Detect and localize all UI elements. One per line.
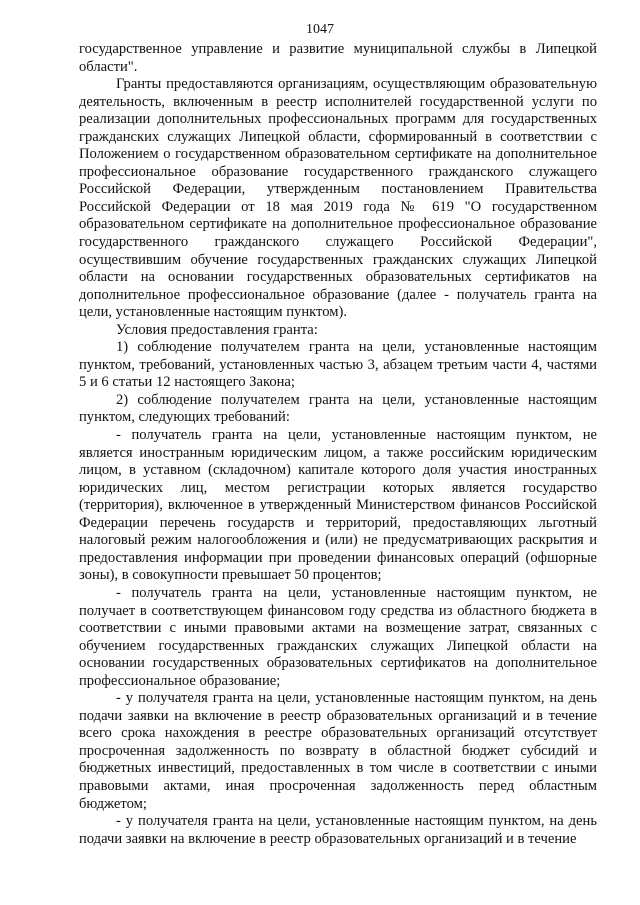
paragraph: государственное управление и развитие муниципальной службы в Липецкой области".	[79, 41, 597, 75]
paragraph: Условия предоставления гранта:	[116, 321, 318, 338]
document-body	[79, 41, 597, 848]
paragraph: - получатель гранта на цели, установленные настоящим пунктом, не является иностранным юридическим лицом, а также российским юридическим лицом, в уставном (складочном) капитале которого доля участия иностранных юридических лиц, местом регистрации которых является государство (территория), включенное в утвержденный Министерством финансов Российской Федерации перечень государств и территорий, предоставляющих льготный налоговый режим налогообложения и (или) не предусматривающих раскрытия и предоставления информации при проведении финансовых операций (офшорные зоны), в совокупности превышает 50 процентов;	[79, 427, 597, 584]
paragraph: - получатель гранта на цели, установленные настоящим пунктом, не получает в соответствующем финансовом году средства из областного бюджета в соответствии с иными правовыми актами на возмещение затрат, связанных с обучением государственных гражданских служащих Липецкой области на основании государственных образовательных сертификатов на дополнительное профессиональное образование;	[79, 584, 597, 689]
paragraph: Гранты предоставляются организациям, осуществляющим образовательную деятельность, включенным в реестр исполнителей государственной услуги по реализации дополнительных профессиональных программ для государственных гражданских служащих Липецкой области, сформированный в соответствии с Положением о государственном образовательном сертификате на дополнительное профессиональное образование государственного гражданского служащего Российской Федерации, утвержденным постановлением Правительства Российской Федерации от 18 мая 2019 года № 619 "О государственном образовательном сертификате на дополнительное профессиональное образование государственного гражданского служащего Российской Федерации", осуществившим обучение государственных гражданских служащих Липецкой области на основании государственных образовательных сертификатов на дополнительное профессиональное образование (далее - получатель гранта на цели, установленные настоящим пунктом).	[79, 76, 597, 321]
paragraph: 1) соблюдение получателем гранта на цели, установленные настоящим пунктом, требований, установленных частью 3, абзацем третьим части 4, частями 5 и 6 статьи 12 настоящего Закона;	[79, 339, 597, 391]
page-number: 1047	[306, 22, 334, 37]
paragraph: - у получателя гранта на цели, установленные настоящим пунктом, на день подачи заявки на включение в реестр образовательных организаций и в течение всего срока нахождения в реестре образовательных организаций отсутствует просроченная задолженность по возврату в областной бюджет субсидий и бюджетных инвестиций, предоставленных в том числе в соответствии с иными правовыми актами, иная просроченная задолженность перед областным бюджетом;	[79, 690, 597, 812]
paragraph: - у получателя гранта на цели, установленные настоящим пунктом, на день подачи заявки на включение в реестр образовательных организаций и в течение	[79, 813, 597, 847]
paragraph: 2) соблюдение получателем гранта на цели, установленные настоящим пунктом, следующих требований:	[79, 391, 597, 426]
